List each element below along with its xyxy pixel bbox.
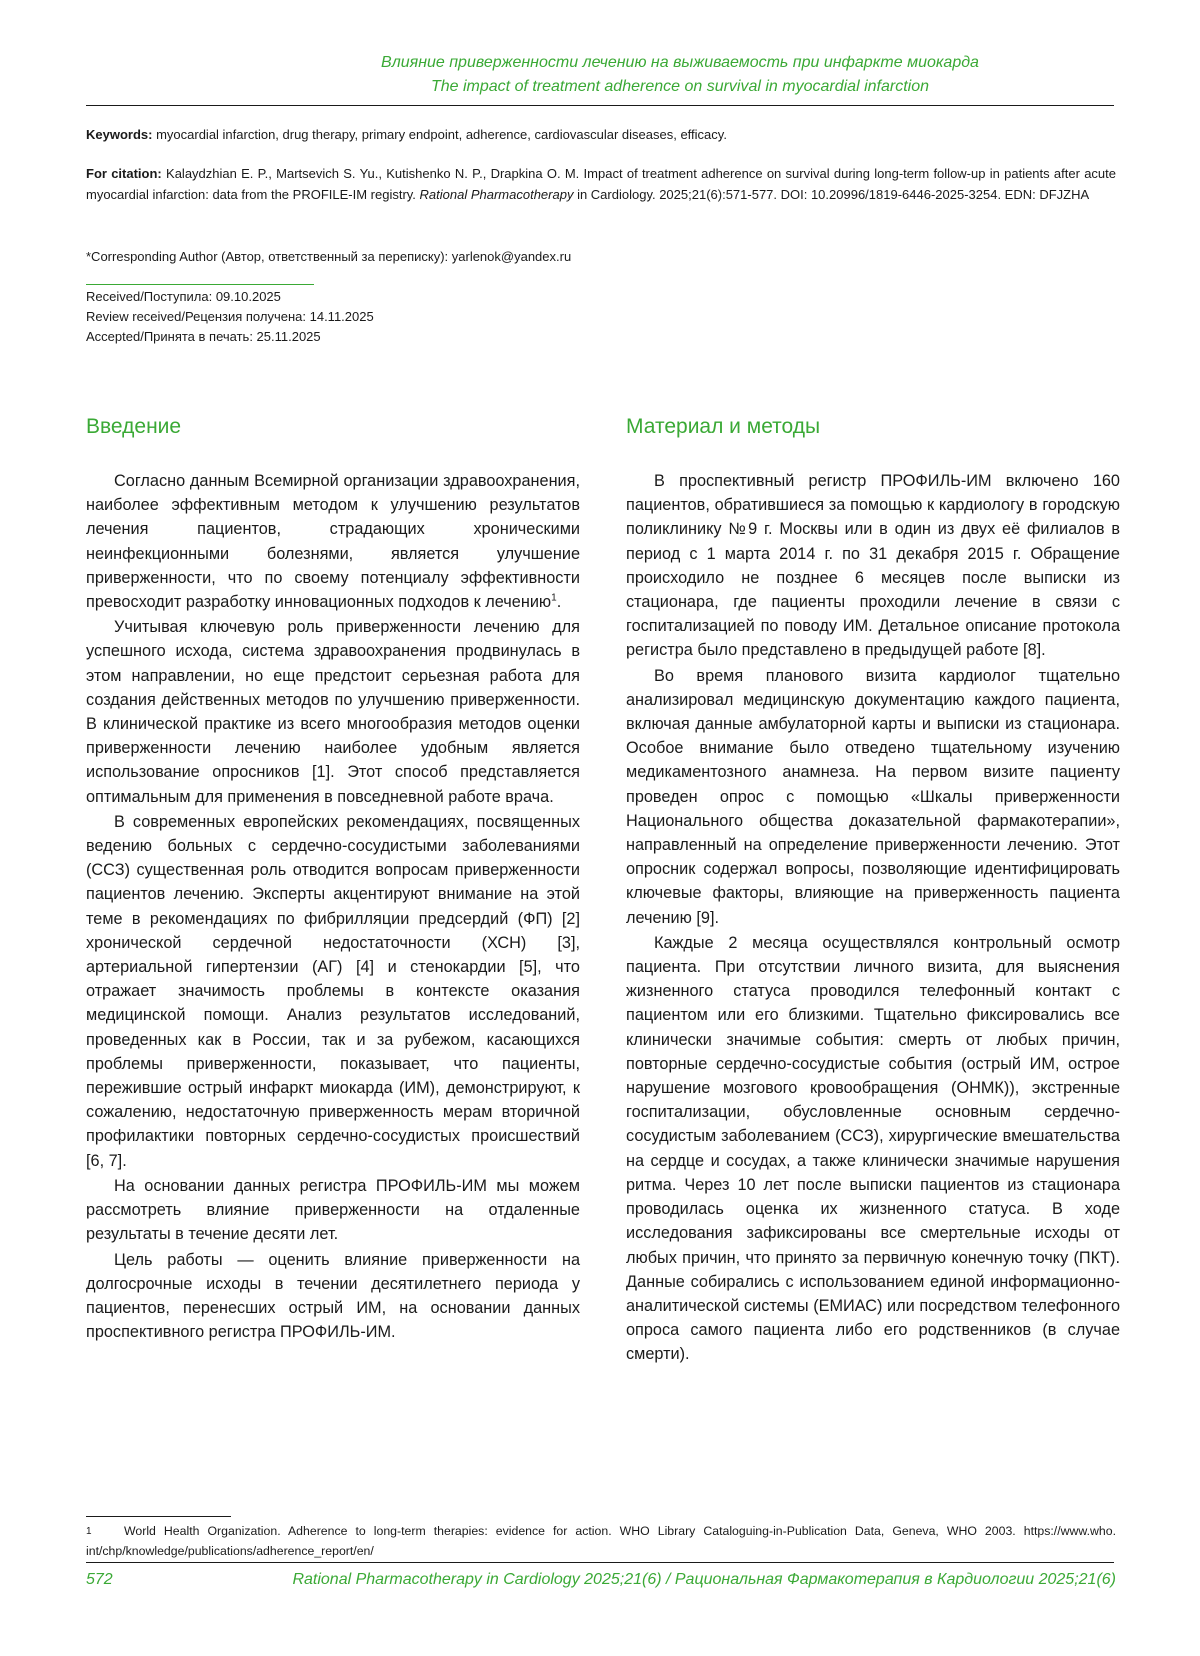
page-number: 572 [86,1571,113,1588]
citation [86,163,1116,205]
corresponding-author: *Corresponding Author (Автор, ответственный за переписку): yarlenok@yandex.ru [86,249,572,264]
date-review: Review received/Рецензия получена: 14.11.2025 [86,309,374,324]
citation-text-before: Kalaydzhian E. P., Martsevich S. Yu., Kutishenko N. P., Drapkina O. M. Impact of treatment adherence on survival during long-term follow-up in patients after acute myocardial infarction: data from the PROFILE-IM registry. [86,166,1116,202]
intro-paragraph-1-text: Согласно данным Всемирной организации здравоохранения, наиболее эффективным методом к улучшению результатов лечения пациентов, страдающих хроническими неинфекционными болезнями, является улучшение приверженности, что по своему потенциалу эффективности превосходит разработку инновационных подходов к лечению [86,472,580,612]
keywords [86,124,1116,145]
left-column [86,413,580,1344]
header-rule [86,105,1114,106]
footnote-number: 1 [86,1526,92,1537]
date-received: Received/Поступила: 09.10.2025 [86,289,281,304]
intro-paragraph-3: В современных европейских рекомендациях, посвященных ведению больных с сердечно-сосудистыми заболеваниями (ССЗ) существенная роль отводится вопросам приверженности пациентов лечению. Эксперты акцентируют внимание на этой теме в рекомендациях по фибрилляции предсердий (ФП) [2] хронической сердечной недостаточности (ХСН) [3], артериальной гипертензии (АГ) [4] и стенокардии [5], что отражает значимость проблемы в контексте оказания медицинской помощи. Анализ результатов исследований, проведенных как в России, так и за рубежом, касающихся проблемы приверженности, показывает, что пациенты, пережившие острый инфаркт миокарда (ИМ), демонстрируют, к сожалению, недостаточную приверженность мерам вторичной профилактики повторных сердечно-сосудистых происшествий [6, 7]. [86,812,580,1170]
footer-rule [86,1562,1114,1563]
citation-label: For citation: [86,166,162,181]
footnote-rule [86,1516,231,1517]
footnote [86,1522,1116,1561]
intro-paragraph-2: Учитывая ключевую роль приверженности лечению для успешного исхода, система здравоохранения продвинулась в этом направлении, но еще предстоит серьезная работа для создания действенных методов по улучшению приверженности. В клинической практике из всего многообразия методов оценки приверженности лечению наиболее удобным является использование опросников [1]. Этот способ представляется оптимальным для применения в повседневной работе врача. [86,618,580,806]
methods-paragraph-1: В проспективный регистр ПРОФИЛЬ-ИМ включено 160 пациентов, обратившиеся за помощью к кардиологу в городскую поликлинику №9 г. Москвы или в один из двух её филиалов в период с 1 марта 2014 г. по 31 декабря 2015 г. Обращение происходило не позднее 6 месяцев после выписки из стационара, где пациенты проходили лечение в связи с госпитализацией по поводу ИМ. Детальное описание протокола регистра было представлено в предыдущей работе [8]. [626,472,1120,660]
intro-paragraph-1-end: . [556,593,562,612]
section-heading-introduction: Введение [86,415,182,438]
running-head-en: The impact of treatment adherence on survival in myocardial infarction [430,78,929,95]
keywords-label: Keywords: [86,127,153,142]
footer-journal: Rational Pharmacotherapy in Cardiology 2025;21(6) / Рациональная Фармакотерапия в Кардиологии 2025;21(6) [292,1571,1116,1588]
citation-text-after: in Cardiology. 2025;21(6):571-577. DOI: 10.20996/1819-6446-2025-3254. EDN: DFJZHA [573,187,1090,202]
footnote-text[interactable]: World Health Organization. Adherence to long-term therapies: evidence for action. WHO Library Cataloguing-in-Publication Data, Geneva, WHO 2003. https://www.who. int/chp/knowledge/publications/adherence_report/en/ [86,1524,1116,1558]
article-dates [86,286,1116,346]
intro-paragraph-1 [86,469,580,614]
running-head-ru: Влияние приверженности лечению на выживаемость при инфаркте миокарда [381,54,979,71]
intro-paragraph-5: Цель работы — оценить влияние приверженности на долгосрочные исходы в течении десятилетнего периода у пациентов, перенесших острый ИМ, на основании данных проспективного регистра ПРОФИЛЬ-ИМ. [86,1250,580,1342]
running-head [0,51,1200,99]
methods-paragraph-2: Во время планового визита кардиолог тщательно анализировал медицинскую документацию каждого пациента, включая данные амбулаторной карты и выписки из стационара. Особое внимание было отведено тщательному изучению медикаментозного анамнеза. На первом визите пациенту проведен опрос с помощью «Шкалы приверженности Национального общества доказательной фармакотерапии», направленный на определение приверженности лечению. Этот опросник содержал вопросы, позволяющие идентифицировать ключевые факторы, влияющие на приверженность пациента лечению [9]. [626,666,1120,927]
keywords-text: myocardial infarction, drug therapy, primary endpoint, adherence, cardiovascular diseases, efficacy. [152,127,727,142]
right-column [626,413,1120,1367]
citation-journal: Rational Pharmacotherapy [419,187,574,202]
intro-paragraph-4: На основании данных регистра ПРОФИЛЬ-ИМ мы можем рассмотреть влияние приверженности на отдаленные результаты в течение десяти лет. [86,1176,580,1244]
dates-rule [86,284,314,285]
footnote-ref[interactable]: 1 [551,592,557,604]
date-accepted: Accepted/Принята в печать: 25.11.2025 [86,329,321,344]
methods-paragraph-3: Каждые 2 месяца осуществлялся контрольный осмотр пациента. При отсутствии личного визита, для выяснения жизненного статуса проводился телефонный контакт с пациентом или его близкими. Тщательно фиксировались все клинически значимые события: смерть от любых причин, повторные сердечно-сосудистые события (острый ИМ, острое нарушение мозгового кровообращения (ОНМК)), экстренные госпитализации, обусловленные основным сердечно-сосудистым заболеванием (ССЗ), хирургические вмешательства на сердце и сосудах, а также клинически значимые нарушения ритма. Через 10 лет после выписки пациентов из стационара проводилась оценка их жизненного статуса. В ходе исследования зафиксированы все смертельные исходы от любых причин, что принято за первичную конечную точку (ПКТ). Данные собирались с использованием единой информационно-аналитической системы (ЕМИАС) или посредством телефонного опроса самого пациента либо его родственников (в случае смерти). [626,933,1120,1364]
section-heading-methods: Материал и методы [626,415,821,438]
